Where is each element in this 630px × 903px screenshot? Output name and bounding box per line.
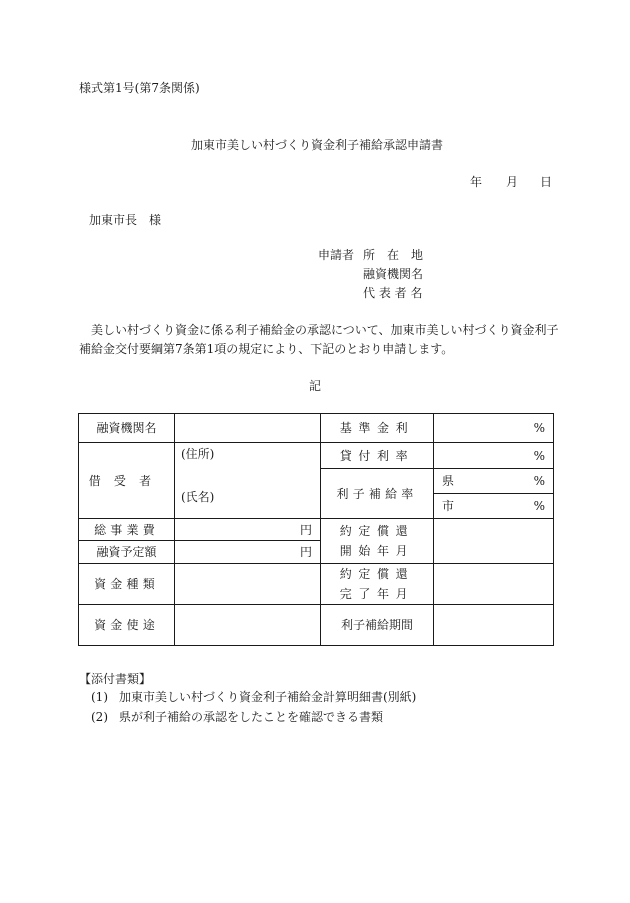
subsidy-period-label: 利子補給期間 (321, 605, 434, 646)
date-month: 月 (506, 175, 519, 189)
repay-start-label: 約定償還 開始年月 (321, 519, 434, 564)
lending-rate-value[interactable] (434, 443, 554, 469)
fund-use-value[interactable] (175, 605, 321, 646)
subsidy-rate-prefecture[interactable] (434, 469, 554, 494)
body-line-1: 美しい村づくり資金に係る利子補給金の承認について、加東市美しい村づくり資金利子 (91, 323, 559, 337)
total-cost-value[interactable] (175, 519, 321, 541)
applicant-label: 申請者 (318, 248, 355, 262)
application-table (78, 413, 554, 646)
lending-rate-label: 貸付利率 (321, 443, 434, 469)
addressee: 加東市長 様 (89, 213, 162, 227)
fund-use-label: 資金使途 (79, 605, 175, 646)
borrower-value[interactable] (175, 443, 321, 519)
yen-sign: 円 (299, 545, 312, 559)
date-year: 年 (470, 175, 483, 189)
percent-sign: % (533, 448, 545, 463)
subsidy-period-value[interactable] (434, 605, 554, 646)
base-rate-value[interactable] (434, 414, 554, 443)
document-title: 加東市美しい村づくり資金利子補給承認申請書 (190, 138, 443, 152)
repay-end-value[interactable] (434, 564, 554, 605)
yen-sign: 円 (299, 522, 312, 537)
fund-type-label: 資金種類 (79, 564, 175, 605)
attachments-heading: 【添付書類】 (79, 672, 152, 686)
planned-loan-value[interactable] (175, 541, 321, 564)
date-day: 日 (540, 175, 553, 189)
borrower-address-label: (住所) (181, 447, 215, 461)
prefecture-label: 県 (442, 474, 455, 488)
percent-sign: % (533, 499, 545, 513)
applicant-representative-label: 代 表 者 名 (363, 286, 423, 300)
applicant-institution-label: 融資機関名 (363, 267, 424, 281)
repay-start-value[interactable] (434, 519, 554, 564)
fund-type-value[interactable] (175, 564, 321, 605)
applicant-address-label: 所 在 地 (363, 248, 424, 262)
attachment-2-text: 県が利子補給の承認をしたことを確認できる書類 (119, 710, 384, 724)
percent-sign: % (533, 474, 545, 488)
body-line-2: 補給金交付要綱第7条第1項の規定により、下記のとおり申請します。 (79, 342, 454, 356)
borrower-name-label: (氏名) (181, 490, 215, 504)
attachment-1-text: 加東市美しい村づくり資金利子補給金計算明細書(別紙) (119, 690, 417, 704)
ki-heading: 記 (308, 379, 321, 393)
base-rate-label: 基準金利 (321, 414, 434, 443)
subsidy-rate-label: 利子補給率 (321, 469, 434, 519)
institution-label: 融資機関名 (79, 414, 175, 443)
institution-value[interactable] (175, 414, 321, 443)
borrower-label: 借受者 (79, 443, 175, 519)
city-label: 市 (442, 499, 455, 513)
attachment-2-number: (2) (91, 710, 108, 724)
planned-loan-label: 融資予定額 (79, 541, 175, 564)
percent-sign: % (533, 421, 545, 435)
repay-end-label: 約定償還 完了年月 (321, 564, 434, 605)
form-number: 様式第1号(第7条関係) (79, 81, 200, 95)
total-cost-label: 総事業費 (79, 519, 175, 541)
attachment-1-number: (1) (91, 690, 108, 704)
subsidy-rate-city[interactable] (434, 494, 554, 519)
